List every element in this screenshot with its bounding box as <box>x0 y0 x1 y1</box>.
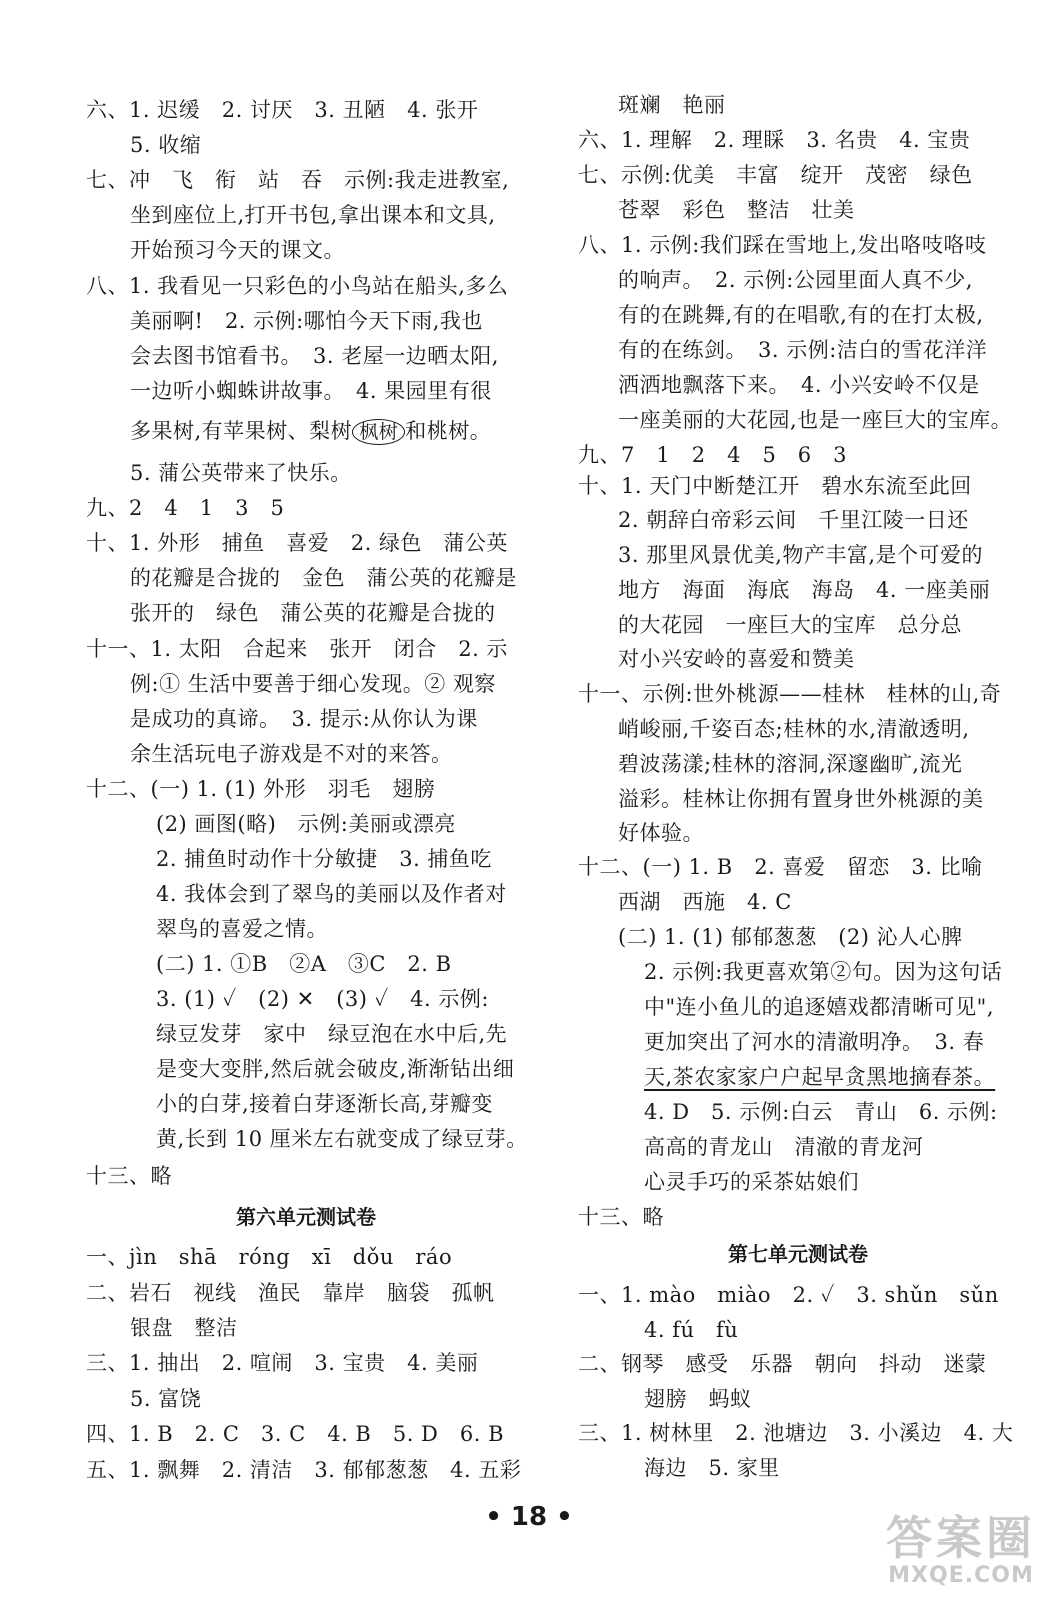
answer-line: 银盘 整洁 <box>130 1316 238 1340</box>
answer-line: 十三、略 <box>86 1164 172 1188</box>
answer-line: 美丽啊! 2. 示例:哪怕今天下雨,我也 <box>130 309 483 333</box>
answer-line: 心灵手巧的采茶姑娘们 <box>644 1170 859 1194</box>
answer-line: (二) 1. ①B ②A ③C 2. B <box>156 952 452 976</box>
answer-line: 一边听小蜘蛛讲故事。 4. 果园里有很 <box>130 379 492 403</box>
answer-line: 会去图书馆看书。 3. 老屋一边晒太阳, <box>130 344 499 368</box>
answer-line: 的大花园 一座巨大的宝库 总分总 <box>618 613 962 637</box>
answer-line: 十一、1. 太阳 合起来 张开 闭合 2. 示 <box>86 637 508 661</box>
answer-line: 的响声。 2. 示例:公园里面人真不少, <box>618 268 973 292</box>
answer-line: 九、2 4 1 3 5 <box>86 496 285 520</box>
answer-line: 八、1. 示例:我们踩在雪地上,发出咯吱咯吱 <box>578 233 987 257</box>
answer-line: 六、1. 迟缓 2. 讨厌 3. 丑陋 4. 张开 <box>86 98 479 122</box>
answer-line-with-circled-word <box>130 414 491 448</box>
answer-line: 5. 富饶 <box>130 1387 202 1411</box>
answer-line: 海边 5. 家里 <box>644 1456 780 1480</box>
answer-text: 和桃树。 <box>405 419 492 443</box>
answer-line: 2. 捕鱼时动作十分敏捷 3. 捕鱼吃 <box>156 847 492 871</box>
answer-line: 四、1. B 2. C 3. C 4. B 5. D 6. B <box>86 1422 505 1446</box>
answer-text: 多果树,有苹果树、梨树 <box>130 419 353 443</box>
section-heading-unit-7: 第七单元测试卷 <box>728 1242 868 1266</box>
answer-line: 4. 我体会到了翠鸟的美丽以及作者对 <box>156 882 507 906</box>
answer-line: 碧波荡漾;桂林的溶洞,深邃幽旷,流光 <box>618 752 963 776</box>
page-number: • 18 • <box>485 1502 573 1532</box>
answer-line: 有的在跳舞,有的在唱歌,有的在打太极, <box>618 303 984 327</box>
answer-line: 苍翠 彩色 整洁 壮美 <box>618 198 855 222</box>
answer-line: 西湖 西施 4. C <box>618 890 792 914</box>
answer-line: 3. 那里风景优美,物产丰富,是个可爱的 <box>618 543 984 567</box>
answer-line: 十二、(一) 1. B 2. 喜爱 留恋 3. 比喻 <box>578 855 983 879</box>
answer-line: 十、1. 外形 捕鱼 喜爱 2. 绿色 蒲公英 <box>86 531 508 555</box>
answer-line: (二) 1. (1) 郁郁葱葱 (2) 沁人心脾 <box>618 925 963 949</box>
answer-line: 是成功的真谛。 3. 提示:从你认为课 <box>130 707 478 731</box>
answer-line: 斑斓 艳丽 <box>618 93 726 117</box>
watermark-url: MXQE.COM <box>888 1563 1034 1588</box>
answer-line: 翅膀 蚂蚁 <box>644 1387 752 1411</box>
answer-line: 是变大变胖,然后就会破皮,渐渐钻出细 <box>156 1057 515 1081</box>
answer-line: 峭峻丽,千姿百态;桂林的水,清澈透明, <box>618 717 970 741</box>
answer-line: 一、1. mào miào 2. ✓ 3. shǔn sǔn <box>578 1283 999 1307</box>
answer-line: 三、1. 抽出 2. 喧闹 3. 宝贵 4. 美丽 <box>86 1351 479 1375</box>
answer-line: 2. 示例:我更喜欢第②句。因为这句话 <box>644 960 1003 984</box>
answer-line: 5. 收缩 <box>130 133 202 157</box>
watermark-text: 答案圈 <box>886 1511 1036 1565</box>
answer-line: 三、1. 树林里 2. 池塘边 3. 小溪边 4. 大 <box>578 1421 1014 1445</box>
answer-line: 的花瓣是合拢的 金色 蒲公英的花瓣是 <box>130 566 517 590</box>
section-heading-unit-6: 第六单元测试卷 <box>236 1205 376 1229</box>
answer-line: 例:① 生活中要善于细心发现。② 观察 <box>130 672 496 696</box>
answer-line: 十二、(一) 1. (1) 外形 羽毛 翅膀 <box>86 777 436 801</box>
answer-line: 五、1. 飘舞 2. 清洁 3. 郁郁葱葱 4. 五彩 <box>86 1458 522 1482</box>
answer-line: 六、1. 理解 2. 理睬 3. 名贵 4. 宝贵 <box>578 128 971 152</box>
answer-line: 中"连小鱼儿的追逐嬉戏都清晰可见", <box>644 995 994 1019</box>
answer-line: 十、1. 天门中断楚江开 碧水东流至此回 <box>578 474 972 498</box>
answer-line: 张开的 绿色 蒲公英的花瓣是合拢的 <box>130 601 496 625</box>
answer-line: 2. 朝辞白帝彩云间 千里江陵一日还 <box>618 508 969 532</box>
answer-line: 高高的青龙山 清澈的青龙河 <box>644 1135 924 1159</box>
answer-line: 黄,长到 10 厘米左右就变成了绿豆芽。 <box>156 1127 528 1151</box>
answer-line: 二、岩石 视线 渔民 靠岸 脑袋 孤帆 <box>86 1281 495 1305</box>
answer-line: 开始预习今天的课文。 <box>130 238 345 262</box>
answer-line: 4. D 5. 示例:白云 青山 6. 示例: <box>644 1100 998 1124</box>
answer-line: 一座美丽的大花园,也是一座巨大的宝库。 <box>618 408 1013 432</box>
underlined-answer-line: 天,茶农家家户户起早贪黑地摘春茶。 <box>644 1065 996 1089</box>
answer-line: 对小兴安岭的喜爱和赞美 <box>618 647 855 671</box>
answer-line: (2) 画图(略) 示例:美丽或漂亮 <box>156 812 456 836</box>
answer-line: 八、1. 我看见一只彩色的小鸟站在船头,多么 <box>86 274 509 298</box>
answer-line: 好体验。 <box>618 821 704 845</box>
answer-line: 七、冲 飞 衔 站 吞 示例:我走进教室, <box>86 168 510 192</box>
answer-line: 七、示例:优美 丰富 绽开 茂密 绿色 <box>578 163 973 187</box>
watermark-logo <box>886 1513 1036 1588</box>
answer-line: 4. fú fù <box>644 1318 739 1342</box>
answer-line: 小的白芽,接着白芽逐渐长高,芽瓣变 <box>156 1092 493 1116</box>
answer-line: 坐到座位上,打开书包,拿出课本和文具, <box>130 203 496 227</box>
answer-line: 绿豆发芽 家中 绿豆泡在水中后,先 <box>156 1022 508 1046</box>
answer-line: 二、钢琴 感受 乐器 朝向 抖动 迷蒙 <box>578 1352 987 1376</box>
answer-line: 更加突出了河水的清澈明净。 3. 春 <box>644 1030 985 1054</box>
answer-line: 洒洒地飘落下来。 4. 小兴安岭不仅是 <box>618 373 980 397</box>
circled-word-correction: 枫树 <box>352 419 405 445</box>
answer-line: 十三、略 <box>578 1205 664 1229</box>
answer-line: 3. (1) ✓ (2) ✕ (3) ✓ 4. 示例: <box>156 987 489 1011</box>
answer-line: 九、7 1 2 4 5 6 3 <box>578 443 848 467</box>
answer-line: 溢彩。桂林让你拥有置身世外桃源的美 <box>618 787 984 811</box>
answer-line: 5. 蒲公英带来了快乐。 <box>130 461 352 485</box>
answer-line: 有的在练剑。 3. 示例:洁白的雪花洋洋 <box>618 338 988 362</box>
answer-line: 翠鸟的喜爱之情。 <box>156 917 328 941</box>
answer-line: 一、jìn shā róng xī dǒu ráo <box>86 1245 453 1269</box>
answer-line: 十一、示例:世外桃源——桂林 桂林的山,奇 <box>578 682 1002 706</box>
answer-line: 余生活玩电子游戏是不对的来答。 <box>130 742 453 766</box>
answer-line: 地方 海面 海底 海岛 4. 一座美丽 <box>618 578 991 602</box>
